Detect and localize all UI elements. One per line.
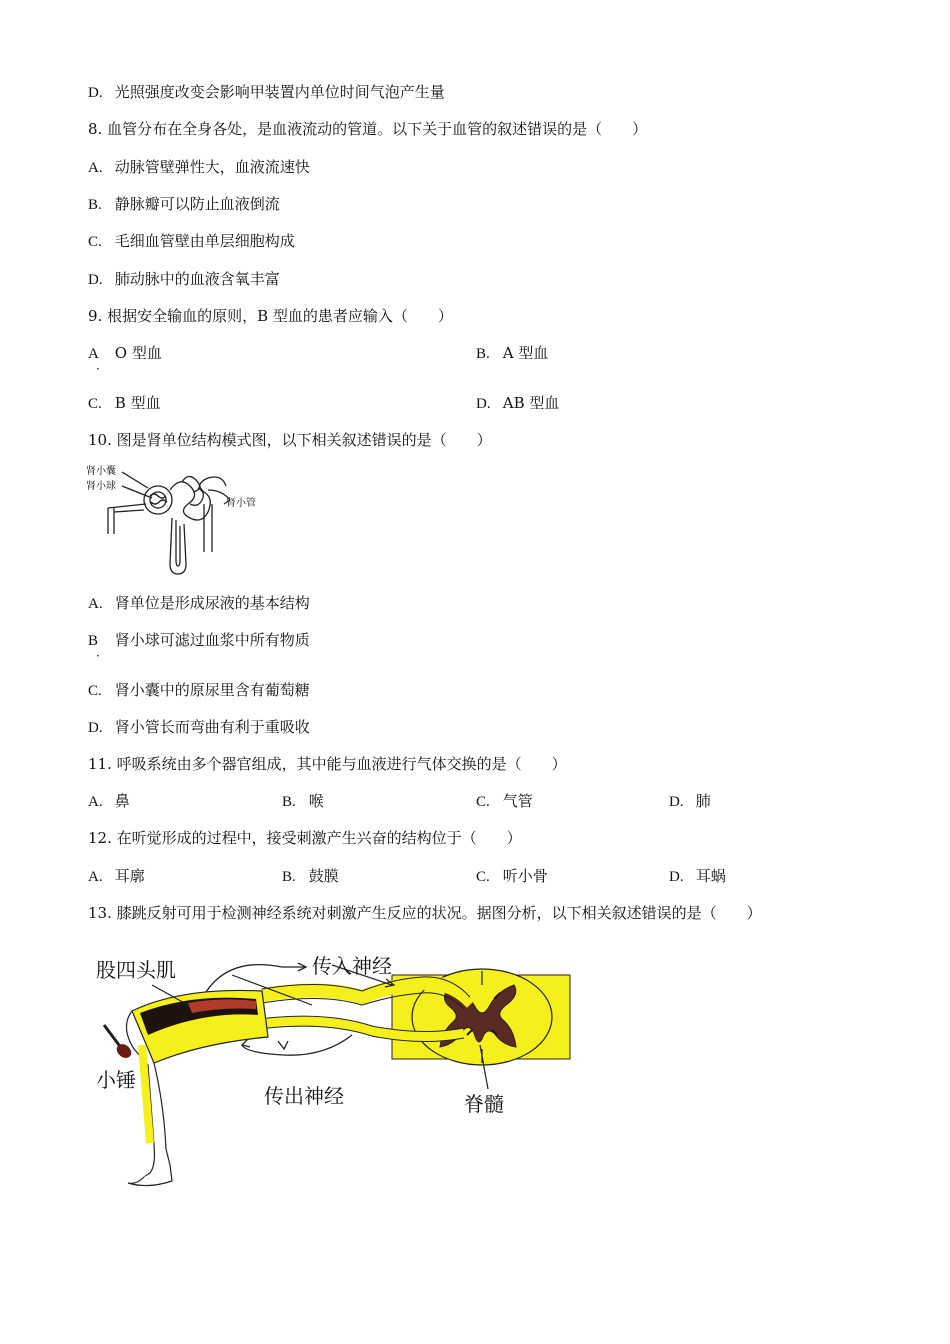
label-glomerulus: 肾小球: [86, 481, 116, 492]
option-letter: B.: [282, 869, 296, 885]
option-text: 静脉瓣可以防止血液倒流: [114, 195, 280, 213]
q11-option-d: [669, 791, 711, 812]
q10-option-c: [88, 680, 310, 701]
q7-option-d: [88, 82, 445, 103]
option-text: 气管: [502, 792, 533, 810]
option-text: 耳廓: [114, 867, 145, 885]
q8-option-d: [88, 269, 280, 290]
q9-option-a: [88, 343, 162, 364]
option-letter: D.: [669, 869, 684, 885]
label-afferent: 传入神经: [312, 954, 392, 978]
bowman-capsule: [144, 486, 172, 514]
option-letter: B.: [282, 794, 296, 810]
option-text: 肾小球可滤过血浆中所有物质: [114, 631, 310, 649]
option-text: 肾小囊中的原尿里含有葡萄糖: [114, 681, 310, 699]
q10-option-b: [88, 630, 310, 651]
q10-option-a: [88, 593, 310, 614]
option-letter: B: [88, 633, 99, 649]
q12-option-a: [88, 866, 145, 887]
q12-stem: 12. 在听觉形成的过程中，接受刺激产生兴奋的结构位于（ ）: [88, 829, 522, 847]
option-letter: C.: [88, 683, 102, 699]
q11-option-a: [88, 791, 130, 812]
option-letter: D.: [88, 85, 103, 101]
option-text: 光照强度改变会影响甲装置内单位时间气泡产生量: [114, 83, 445, 101]
q8-option-b: [88, 194, 280, 215]
label-tubule: 肾小管: [226, 498, 256, 509]
option-text: 耳蜗: [695, 867, 726, 885]
option-text: 喉: [308, 792, 324, 810]
option-text: AB 型血: [502, 394, 560, 412]
q11-option-b: [282, 791, 324, 812]
label-efferent: 传出神经: [264, 1084, 344, 1108]
option-text: 鼻: [114, 792, 130, 810]
option-letter: D.: [669, 794, 684, 810]
option-letter: C.: [88, 234, 102, 250]
knee-reflex-figure: [92, 945, 574, 1195]
option-text: 听小骨: [502, 867, 548, 885]
q11-option-c: [476, 791, 533, 812]
option-text: O 型血: [114, 344, 162, 362]
q13-stem: 13. 膝跳反射可用于检测神经系统对刺激产生反应的状况。据图分析，以下相关叙述错误的是（ ）: [88, 904, 762, 922]
q8-option-a: [88, 157, 310, 178]
option-letter: D.: [476, 396, 491, 412]
option-text: 肾小管长而弯曲有利于重吸收: [114, 718, 310, 736]
option-letter: B.: [476, 346, 490, 362]
stray-dot: ·: [96, 649, 100, 663]
q10-stem: 10. 图是肾单位结构模式图，以下相关叙述错误的是（ ）: [88, 431, 492, 449]
q12-option-d: [669, 866, 726, 887]
leg: [126, 990, 268, 1185]
option-text: 毛细血管壁由单层细胞构成: [114, 232, 295, 250]
nephron-figure: [86, 460, 256, 582]
label-capsule: 肾小囊: [86, 466, 116, 477]
blood-vessel: [108, 504, 146, 534]
stray-dot: ·: [96, 362, 100, 376]
option-letter: D.: [88, 272, 103, 288]
q9-option-c: [88, 393, 161, 414]
option-letter: A.: [88, 869, 103, 885]
option-letter: A.: [88, 794, 103, 810]
q8-stem: 8. 血管分布在全身各处，是血液流动的管道。以下关于血管的叙述错误的是（ ）: [88, 120, 648, 138]
option-letter: C.: [88, 396, 102, 412]
q12-option-b: [282, 866, 339, 887]
q10-option-d: [88, 717, 310, 738]
label-hammer: 小锤: [96, 1068, 136, 1092]
q12-option-c: [476, 866, 548, 887]
option-text: 肺: [695, 792, 711, 810]
option-letter: A.: [88, 160, 103, 176]
option-letter: D.: [88, 720, 103, 736]
option-letter: B.: [88, 197, 102, 213]
option-text: 肺动脉中的血液含氧丰富: [114, 270, 280, 288]
hammer-icon: [104, 1025, 134, 1061]
option-text: B 型血: [114, 394, 161, 412]
option-letter: A: [88, 346, 99, 362]
option-text: 鼓膜: [308, 867, 339, 885]
option-text: 动脉管壁弹性大，血液流速快: [114, 158, 310, 176]
q9-option-b: [476, 343, 548, 364]
option-text: 肾单位是形成尿液的基本结构: [114, 594, 310, 612]
label-spinal: 脊髓: [464, 1092, 504, 1116]
option-letter: C.: [476, 869, 490, 885]
q9-option-d: [476, 393, 559, 414]
q9-stem: 9. 根据安全输血的原则，B 型血的患者应输入（ ）: [88, 307, 453, 325]
q11-stem: 11. 呼吸系统由多个器官组成，其中能与血液进行气体交换的是（ ）: [88, 755, 567, 773]
option-text: A 型血: [502, 344, 549, 362]
option-letter: C.: [476, 794, 490, 810]
option-letter: A.: [88, 596, 103, 612]
q8-option-c: [88, 231, 295, 252]
label-muscle: 股四头肌: [96, 958, 176, 982]
